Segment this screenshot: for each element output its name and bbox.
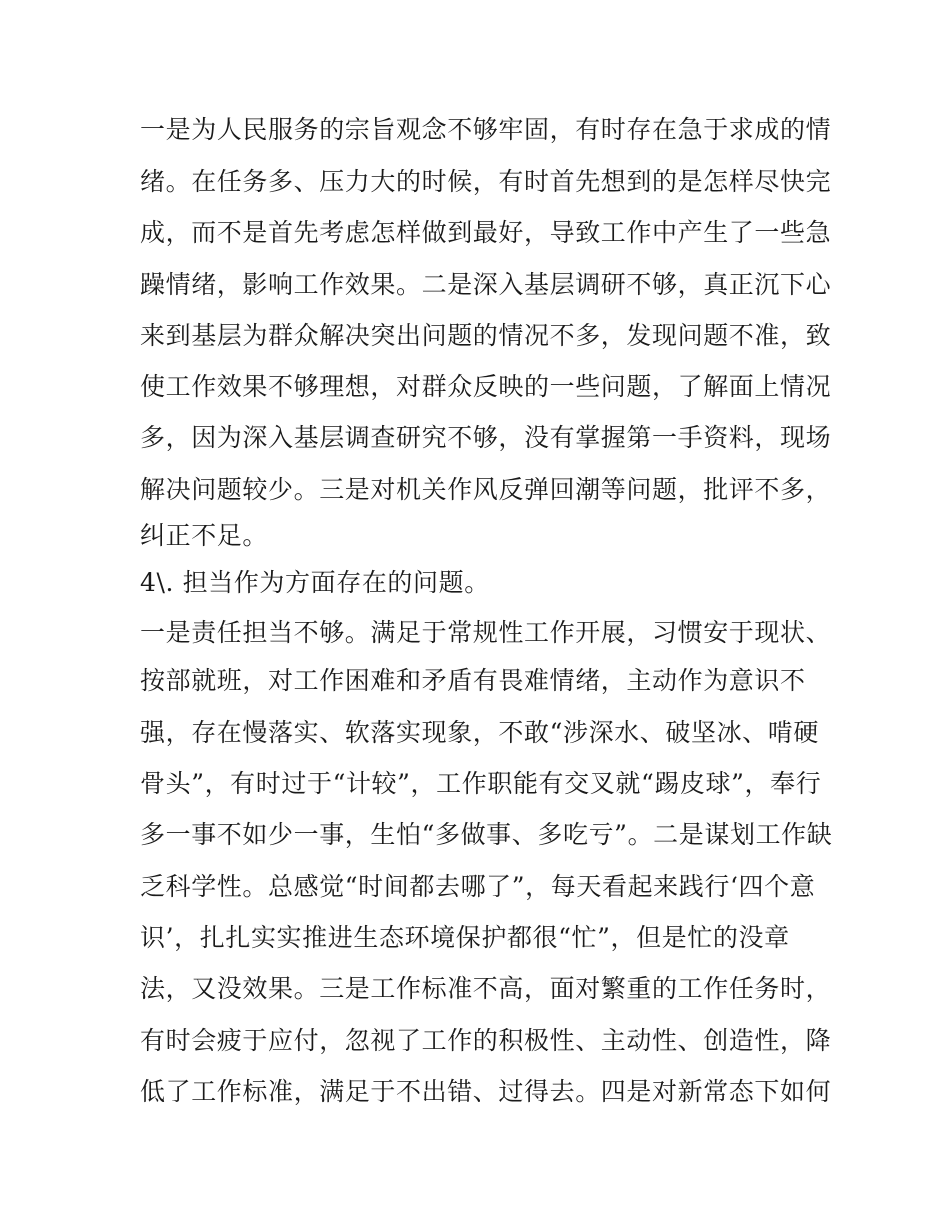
text-line: 乏科学性。总感觉“时间都去哪了”，每天看起来践行‘四个意 xyxy=(140,872,816,901)
text-line: 躁情绪，影响工作效果。二是深入基层调研不够，真正沉下心 xyxy=(140,270,832,299)
text-line: 使工作效果不够理想，对群众反映的一些问题，了解面上情况 xyxy=(140,372,832,401)
text-line: 识’，扎扎实实推进生态环境保护都很“忙”，但是忙的没章 xyxy=(140,923,790,952)
text-line: 绪。在任务多、压力大的时候，有时首先想到的是怎样尽快完 xyxy=(140,167,832,196)
text-line: 法，又没效果。三是工作标准不高，面对繁重的工作任务时， xyxy=(140,974,832,1003)
text-line: 多一事不如少一事，生怕“多做事、多吃亏”。二是谋划工作缺 xyxy=(140,820,833,849)
section-heading: 4\. 担当作为方面存在的问题。 xyxy=(140,568,490,597)
text-line: 多，因为深入基层调查研究不够，没有掌握第一手资料，现场 xyxy=(140,423,832,452)
text-line: 一是为人民服务的宗旨观念不够牢固，有时存在急于求成的情 xyxy=(140,115,832,144)
text-line: 解决问题较少。三是对机关作风反弹回潮等问题，批评不多， xyxy=(140,475,832,504)
text-line: 一是责任担当不够。满足于常规性工作开展，习惯安于现状、 xyxy=(140,618,832,647)
text-line: 强，存在慢落实、软落实现象，不敢“涉深水、破坚冰、啃硬 xyxy=(140,718,819,747)
text-line: 低了工作标准，满足于不出错、过得去。四是对新常态下如何 xyxy=(140,1077,832,1106)
text-line: 纠正不足。 xyxy=(140,521,269,550)
text-line: 成，而不是首先考虑怎样做到最好，导致工作中产生了一些急 xyxy=(140,218,832,247)
text-line: 按部就班，对工作困难和矛盾有畏难情绪，主动作为意识不 xyxy=(140,666,806,695)
text-line: 来到基层为群众解决突出问题的情况不多，发现问题不准，致 xyxy=(140,321,832,350)
text-line: 有时会疲于应付，忽视了工作的积极性、主动性、创造性，降 xyxy=(140,1026,832,1055)
text-line: 骨头”，有时过于“计较”，工作职能有交叉就“踢皮球”，奉行 xyxy=(140,769,822,798)
